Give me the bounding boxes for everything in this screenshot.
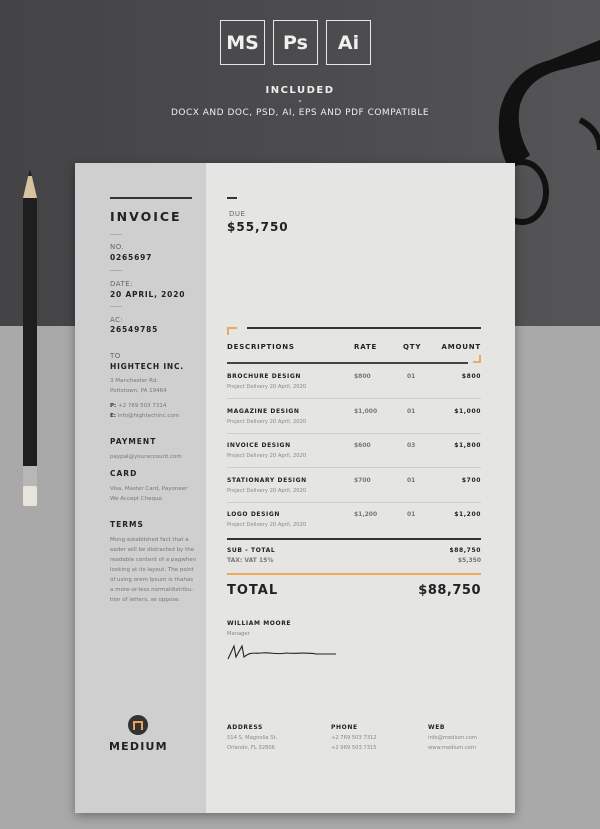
item-subtitle: Project Delivery 20 April, 2020: [227, 487, 307, 494]
terms-line: looking at its layout. The point: [110, 567, 194, 573]
header-rule: [227, 362, 468, 364]
item-rate: $600: [354, 442, 371, 449]
web-heading: WEB: [428, 724, 446, 731]
web-email: info@medium.com: [428, 735, 477, 741]
sidebar-top-rule: [110, 197, 192, 199]
col-amount: AMOUNT: [441, 343, 481, 351]
invoice-number: 0265697: [110, 253, 153, 262]
terms-line: Mong established fact that a: [110, 537, 189, 543]
invoice-date: 20 APRIL, 2020: [110, 290, 186, 299]
address-heading: ADDRESS: [227, 724, 263, 731]
no-label: NO.: [110, 243, 125, 251]
terms-line: a more-or-less normaldistribu-: [110, 587, 194, 593]
row-separator: [227, 467, 481, 468]
client-address-2: Pottstown, PA 19464: [110, 388, 167, 394]
divider: [110, 270, 122, 271]
date-label: DATE:: [110, 280, 134, 288]
item-rate: $700: [354, 476, 371, 484]
due-label: DUE: [229, 210, 246, 218]
account-number: 26549785: [110, 325, 159, 334]
item-amount: $700: [461, 476, 481, 484]
subtotal-value: $88,750: [449, 547, 481, 554]
due-rule: [227, 197, 237, 199]
client-name: HIGHTECH INC.: [110, 362, 184, 371]
compat-text: DOCX AND DOC, PSD, AI, EPS AND PDF COMPATIBLE: [170, 108, 430, 118]
item-description: STATIONARY DESIGN: [227, 476, 307, 484]
item-subtitle: Project Delivery 20 April, 2020: [227, 522, 307, 528]
item-amount: $1,000: [454, 407, 481, 415]
included-dash: -: [298, 97, 302, 105]
web-url: www.medium.com: [428, 745, 476, 751]
terms-line: eader will be distracted by the: [110, 547, 195, 553]
item-description: MAGAZINE DESIGN: [227, 407, 300, 415]
terms-text: [110, 535, 196, 605]
item-subtitle: Project Delivery 20 April, 2020: [227, 453, 307, 459]
item-qty: 01: [407, 373, 416, 380]
ac-label: AC:: [110, 316, 124, 324]
subtotal-label: SUB - TOTAL: [227, 547, 276, 554]
terms-line: readable content of a pagwhen: [110, 557, 197, 563]
item-description: LOGO DESIGN: [227, 511, 281, 518]
item-description: BROCHURE DESIGN: [227, 373, 301, 380]
tax-value: $5,350: [457, 557, 481, 564]
terms-heading: TERMS: [110, 520, 144, 529]
total-value: $88,750: [418, 583, 481, 598]
brand-name: MEDIUM: [109, 740, 168, 753]
item-subtitle: Project Delivery 20 April, 2020: [227, 418, 307, 425]
divider: [110, 306, 122, 307]
signer-role: Manager: [227, 631, 250, 637]
pencil-icon: [18, 168, 42, 513]
item-rate: $1,200: [354, 511, 378, 518]
col-rate: RATE: [354, 343, 378, 351]
card-heading: CARD: [110, 469, 138, 478]
phone-line-2: +2 969 503 7315: [331, 745, 377, 751]
item-description: INVOICE DESIGN: [227, 442, 291, 449]
client-email: info@hightechinc.com: [117, 413, 180, 419]
col-qty: QTY: [403, 343, 422, 351]
item-subtitle: Project Delivery 20 April, 2020: [227, 384, 307, 390]
row-separator: [227, 502, 481, 503]
card-line-1: Visa, Master Card, Payoneer: [110, 486, 188, 492]
address-line-1: 514 S. Magnolia St.: [227, 735, 278, 741]
item-rate: $800: [354, 373, 371, 380]
tax-label: TAX: VAT 15%: [227, 557, 274, 564]
address-line-2: Orlando, FL 32806: [227, 745, 275, 751]
terms-line: of using orem Ipsum is thahas: [110, 577, 194, 583]
corner-accent: [473, 355, 481, 363]
client-phone: +2 769 503 7314: [117, 403, 167, 409]
terms-line: tion of letters, as oppose.: [110, 597, 181, 603]
medium-logo-icon: [128, 715, 148, 735]
client-address-1: 3 Manchester Rd.: [110, 378, 159, 384]
invoice-title: INVOICE: [110, 209, 182, 224]
payment-heading: PAYMENT: [110, 437, 157, 446]
row-separator: [227, 398, 481, 399]
totals-rule: [227, 538, 481, 540]
item-qty: 01: [407, 511, 416, 518]
item-amount: $1,800: [454, 442, 481, 449]
signer-name: WILLIAM MOORE: [227, 620, 292, 627]
included-heading: INCLUDED: [265, 85, 335, 96]
item-rate: $1,000: [354, 407, 378, 415]
due-amount: $55,750: [227, 220, 289, 234]
ps-badge: Ps: [273, 20, 318, 65]
phone-key: P:: [110, 403, 117, 409]
signature-icon: [226, 642, 338, 662]
card-line-2: We Accept Cheque.: [110, 496, 164, 502]
divider: [110, 234, 122, 235]
table-top-rule: [247, 327, 481, 329]
payment-account: paypal@youraccount.com: [110, 454, 182, 460]
row-separator: [227, 433, 481, 434]
item-qty: 03: [407, 442, 416, 449]
col-descriptions: DESCRIPTIONS: [227, 343, 295, 351]
item-qty: 01: [407, 407, 416, 415]
to-label: TO: [110, 352, 121, 360]
corner-accent: [227, 327, 237, 335]
phone-line-1: +2 769 503 7312: [331, 735, 377, 741]
item-amount: $800: [461, 373, 481, 380]
ms-badge: MS: [220, 20, 265, 65]
item-qty: 01: [407, 476, 416, 484]
orange-rule: [227, 573, 481, 575]
ai-badge: Ai: [326, 20, 371, 65]
email-key: E:: [110, 413, 116, 419]
item-amount: $1,200: [454, 511, 481, 518]
phone-heading: PHONE: [331, 724, 358, 731]
total-label: TOTAL: [227, 583, 279, 598]
